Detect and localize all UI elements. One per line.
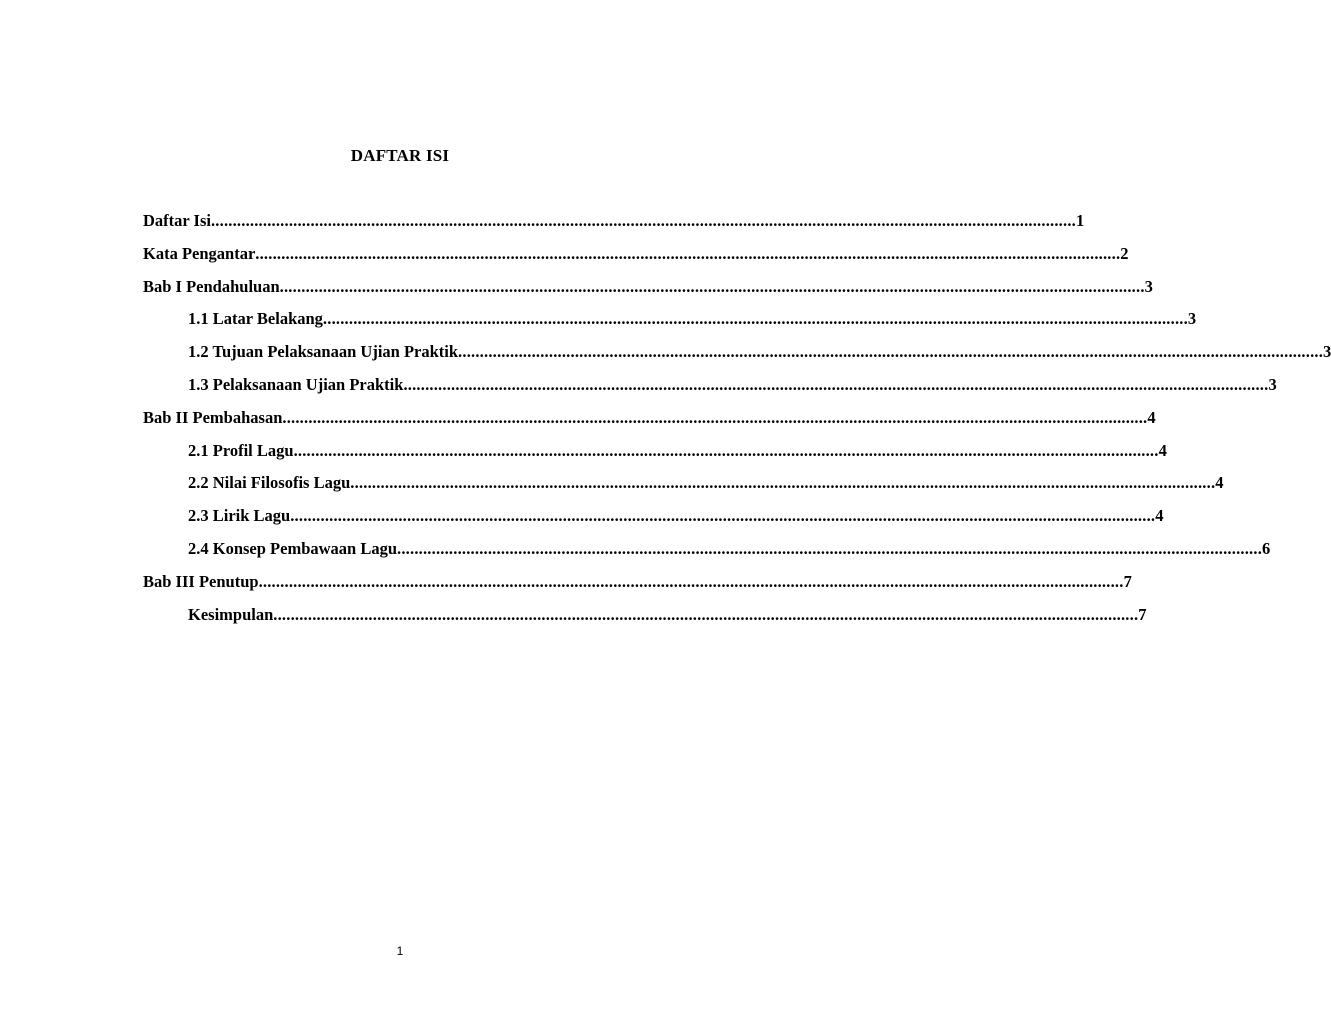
toc-dot-leader: ........................................................................................................................................................................................................ <box>350 473 1216 493</box>
toc-entry-page: 3 <box>1323 342 1331 362</box>
toc-dot-leader: ........................................................................................................................................................................................................ <box>403 375 1269 394</box>
toc-entry <box>188 473 1224 493</box>
toc-entry-page: 6 <box>1262 539 1271 558</box>
toc-entry-page: 4 <box>1147 407 1156 427</box>
toc-dot-leader: ........................................................................................................................................................................................................ <box>258 571 1124 591</box>
toc-entry-label: Kesimpulan <box>188 604 274 624</box>
toc-entry <box>143 276 1153 297</box>
page-number: 1 <box>396 944 404 958</box>
toc-entry-label: Bab III Penutup <box>143 571 259 591</box>
toc-entry <box>188 342 1331 362</box>
toc-entry-label: 2.3 Lirik Lagu <box>188 506 291 526</box>
toc-entry <box>188 604 1147 625</box>
toc-dot-leader: ........................................................................................................................................................................................................ <box>210 211 1076 230</box>
toc-entry-page: 1 <box>1075 211 1085 230</box>
toc-entry-label: 2.2 Nilai Filosofis Lagu <box>188 473 351 493</box>
toc-entry <box>188 375 1277 395</box>
toc-entry-label: Bab II Pembahasan <box>143 407 283 427</box>
toc-entry-page: 7 <box>1123 571 1132 591</box>
toc-entry <box>143 243 1129 264</box>
toc-entry-label: 2.4 Konsep Pembawaan Lagu <box>188 539 398 558</box>
toc-entry-page: 3 <box>1187 309 1197 329</box>
toc-entry-label: 1.3 Pelaksanaan Ujian Praktik <box>188 375 404 394</box>
toc-entry-page: 7 <box>1138 604 1147 624</box>
toc-entry-page: 4 <box>1215 473 1224 493</box>
toc-entry <box>188 539 1271 559</box>
toc-entry <box>143 211 1085 231</box>
toc-entry-page: 4 <box>1155 506 1164 526</box>
page-title: DAFTAR ISI <box>350 146 450 165</box>
toc-entry <box>188 309 1197 329</box>
toc-entry <box>188 440 1167 461</box>
toc-entry-page: 3 <box>1268 375 1277 394</box>
toc-dot-leader: ........................................................................................................................................................................................................ <box>397 539 1263 558</box>
toc-dot-leader: ........................................................................................................................................................................................................ <box>255 243 1121 263</box>
toc-entry-label: 1.1 Latar Belakang <box>188 309 323 329</box>
toc-entry-label: Daftar Isi <box>143 211 211 230</box>
toc-entry-label: 2.1 Profil Lagu <box>188 440 294 460</box>
toc-entry-label: Bab I Pendahuluan <box>143 276 280 296</box>
toc-entry-label: Kata Pengantar <box>143 243 256 263</box>
toc-dot-leader: ........................................................................................................................................................................................................ <box>293 440 1159 460</box>
toc-dot-leader: ........................................................................................................................................................................................................ <box>273 604 1139 624</box>
toc-dot-leader: ........................................................................................................................................................................................................ <box>458 342 1324 362</box>
toc-entry <box>143 571 1132 592</box>
toc-dot-leader: ........................................................................................................................................................................................................ <box>282 407 1148 427</box>
toc-entry <box>143 407 1156 428</box>
toc-dot-leader: ........................................................................................................................................................................................................ <box>279 276 1145 296</box>
toc-dot-leader: ........................................................................................................................................................................................................ <box>290 506 1156 526</box>
toc-entry-page: 2 <box>1120 243 1129 263</box>
toc-entry-page: 4 <box>1158 440 1167 460</box>
toc-entry-page: 3 <box>1144 276 1153 296</box>
toc-dot-leader: ........................................................................................................................................................................................................ <box>322 309 1188 329</box>
toc-entry-label: 1.2 Tujuan Pelaksanaan Ujian Praktik <box>188 342 459 362</box>
toc-entry <box>188 506 1164 526</box>
